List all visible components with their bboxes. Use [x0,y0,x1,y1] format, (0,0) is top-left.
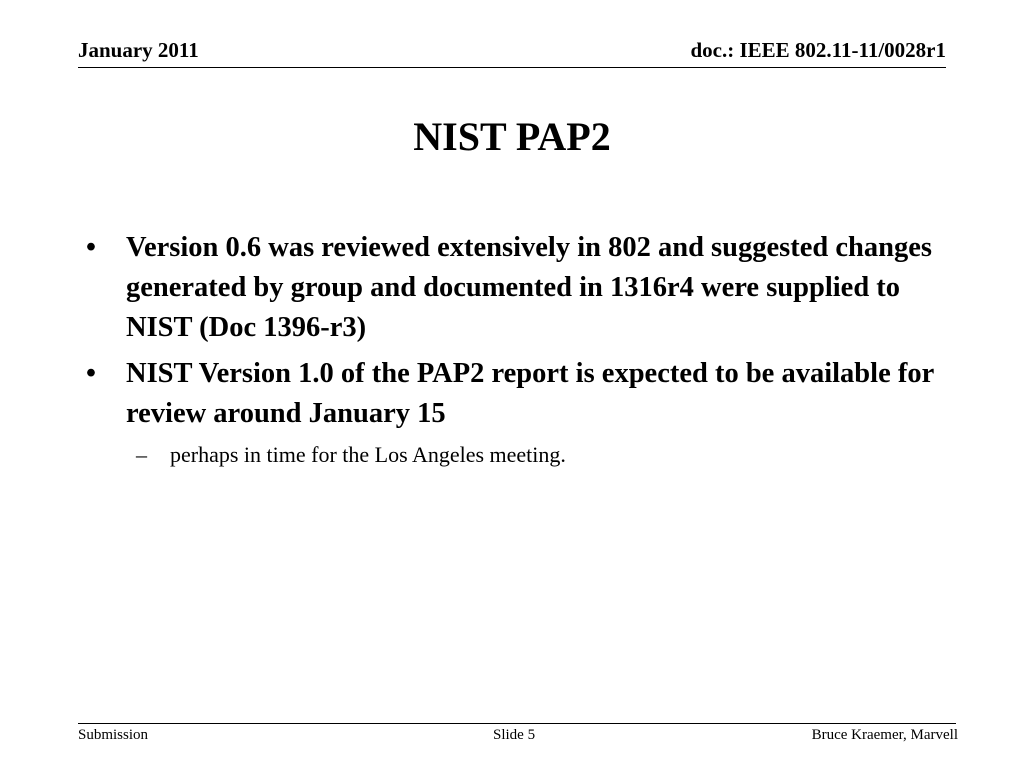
bullet-marker: • [86,358,96,389]
footer-slide-number: Slide 5 [493,727,536,743]
sub-bullet-text: perhaps in time for the Los Angeles meeting. [170,442,566,467]
sub-bullet-marker: – [136,442,147,467]
footer-submission: Submission [78,727,149,743]
footer-author: Bruce Kraemer, Marvell [811,727,958,743]
bullet-item [82,228,952,348]
header-doc-id: doc.: IEEE 802.11-11/0028r1 [690,38,946,62]
bullet-item [82,354,952,434]
slide-body [82,228,952,470]
bullet-text: Version 0.6 was reviewed extensively in 802 and suggested changes generated by group and documented in 1316r4 were supplied to NIST (Doc 1396-r3) [126,232,932,343]
footer-divider [78,723,956,724]
header-date: January 2011 [78,38,199,62]
sub-bullet-item [82,440,952,470]
bullet-text: NIST Version 1.0 of the PAP2 report is expected to be available for review around January 15 [126,358,934,429]
header-divider [78,67,946,68]
slide-title: NIST PAP2 [413,114,611,159]
bullet-marker: • [86,232,96,263]
